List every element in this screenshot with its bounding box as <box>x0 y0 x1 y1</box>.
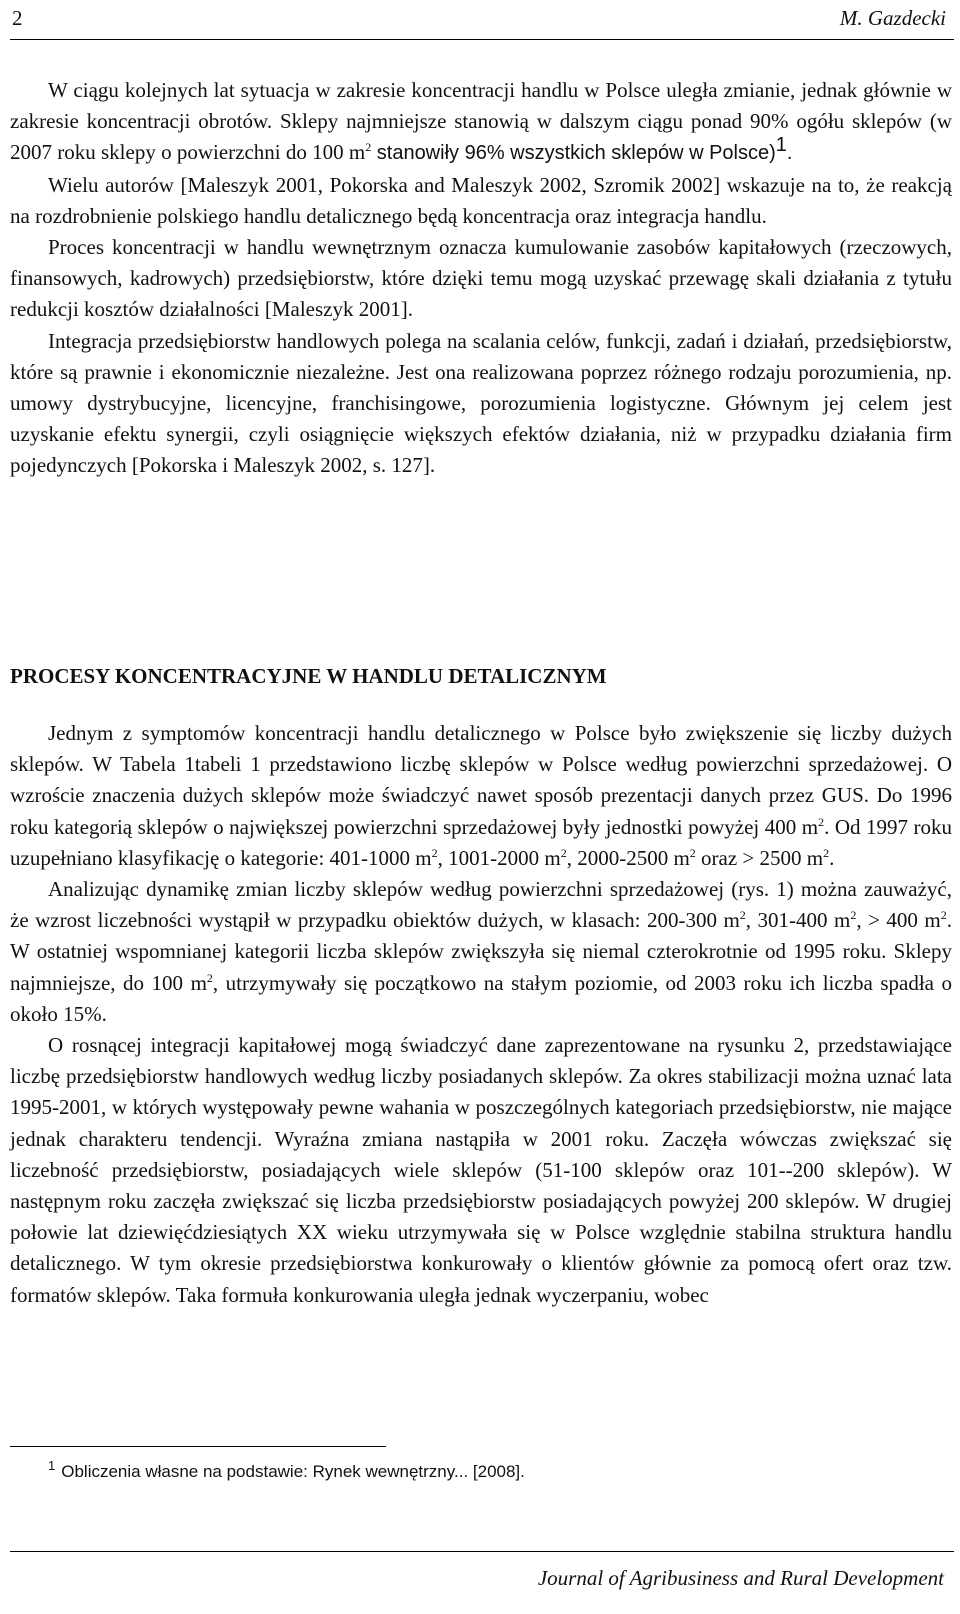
paragraph-4: Integracja przedsiębiorstw handlowych polega na scalania celów, funkcji, zadań i działań, przedsiębiorstw, które są prawnie i ekonomicznie niezależne. Jest ona realizowana poprzez różnego rodzaju porozumienia, np. umowy dystrybucyjne, licencyjne, franchisingowe, porozumienia logistyczne. Głównym jej celem jest uzyskanie efektu synergii, czyli osiągnięcie większych efektów działania, niż w przypadku działania firm pojedynczych [Pokorska i Maleszyk 2002, s. 127]. <box>10 328 952 478</box>
paragraph-1: W ciągu kolejnych lat sytuacja w zakresie koncentracji handlu w Polsce uległa zmianie, jednak głównie w zakresie koncentracji obrotów. Sklepy najmniejsze stanowią w dalszym ciągu ponad 90% ogółu sklepów (w 2007 roku sklepy o powierzchni do 100 $m^2$ stanowiły 96% wszystkich sklepów w Polsce)$^1$. <box>10 78 952 165</box>
paragraph-6: Analizując dynamikę zmian liczby sklepów według powierzchni sprzedażowej (rys. 1) można zauważyć, że wzrost liczebności wystąpił w przypadku obiektów dużych, w klasach: 200-300 $m^2$, 301-400 $m^2$, > 400 $m^2$. W ostatniej wspomnianej kategorii liczba sklepów zwiększyła się niemal czterokrotnie od 1995 roku. Sklepy najmniejsze, do 100 $m^2$, utrzymywały się początkowo na stałym poziomie, od 2003 roku ich liczba spadła o około 15%. <box>10 877 952 1026</box>
footnote <box>48 1458 525 1482</box>
footer-rule <box>10 1551 954 1552</box>
body-text-section-2 <box>10 718 952 1311</box>
footnote-reference[interactable]: 1 <box>775 134 787 157</box>
body-text-section-1 <box>10 75 952 482</box>
paragraph-7: O rosnącej integracji kapitałowej mogą świadczyć dane zaprezentowane na rysunku 2, przedstawiające liczbę przedsiębiorstw handlowych według liczby posiadanych sklepów. Za okres stabilizacji można uznać lata 1995-2001, w których występowały pewne wahania w poszczególnych kategoriach przedsiębiorstw, nie mające jednak charakteru tendencji. Wyraźna zmiana nastąpiła w 2001 roku. Zaczęła wówczas zwiększać się liczebność przedsiębiorstw, posiadających wiele sklepów (51-100 sklepów oraz 101--200 sklepów). W następnym roku zaczęła zwiększać się liczba przedsiębiorstw posiadających powyżej 200 sklepów. W drugiej połowie lat dziewięćdziesiątych XX wieku utrzymywała się w Polsce względnie stabilna struktura handlu detalicznego. W tym okresie przedsiębiorstwa konkurowały o klientów głównie za pomocą ofert oraz tzw. formatów sklepów. Taka formuła konkurowania uległa jednak wyczerpaniu, wobec <box>10 1033 952 1307</box>
superscript: 2 <box>365 140 372 155</box>
document-page <box>10 0 954 1614</box>
page-number: 2 <box>12 6 23 30</box>
paragraph-5: Jednym z symptomów koncentracji handlu detalicznego w Polsce było zwiększenie się liczby dużych sklepów. W Tabela 1tabeli 1 przedstawiono liczbę sklepów w Polsce według powierzchni sprzedażowej. O wzroście znaczenia dużych sklepów może świadczyć nawet sposób prezentacji danych przez GUS. Do 1996 roku kategorią sklepów o największej powierzchni sprzedażowej były jednostki powyżej 400 $m^2$. Od 1997 roku uzupełniano klasyfikację o kategorie: 401-1000 $m^2$, 1001-2000 $m^2$, 2000-2500 $m^2$ oraz > 2500 $m^2$. <box>10 721 952 870</box>
paragraph-2: Wielu autorów [Maleszyk 2001, Pokorska and Maleszyk 2002, Szromik 2002] wskazuje na to, że reakcją na rozdrobnienie polskiego handlu detalicznego będą koncentracja oraz integracja handlu. <box>10 172 952 228</box>
header-rule <box>10 39 954 40</box>
footnote-rule <box>10 1446 386 1447</box>
footnote-number: 1 <box>48 1458 56 1474</box>
running-author: M. Gazdecki <box>839 6 946 30</box>
journal-footer: Journal of Agribusiness and Rural Development <box>537 1566 944 1590</box>
paragraph-3: Proces koncentracji w handlu wewnętrznym oznacza kumulowanie zasobów kapitałowych (rzeczowych, finansowych, kadrowych) przedsiębiorstw, które dzięki temu mogą uzyskać przewagę skali działania z tytułu redukcji kosztów działalności [Maleszyk 2001]. <box>10 235 952 322</box>
footnote-text: Obliczenia własne na podstawie: Rynek wewnętrzny... [2008]. <box>61 1462 525 1481</box>
page-header <box>10 6 954 36</box>
section-heading: PROCESY KONCENTRACYJNE W HANDLU DETALICZNYM <box>10 664 607 688</box>
